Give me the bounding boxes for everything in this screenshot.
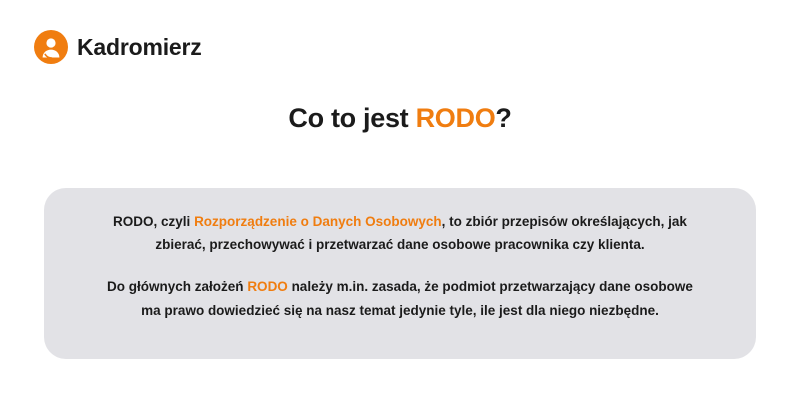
- person-circle-logo-icon: [34, 30, 68, 64]
- paragraph-2-part-2: RODO: [247, 279, 288, 295]
- paragraph-1-part-3: , to zbiór przepisów określających, jak zbierać, przechowywać i przetwarzać dane osobowe pracownika czy klienta.: [155, 214, 687, 253]
- paragraph-2-part-1: Do głównych założeń: [107, 279, 248, 295]
- page-title-accent: RODO: [415, 103, 496, 133]
- paragraph-2-part-3: należy m.in. zasada, że podmiot przetwarzający dane osobowe ma prawo dowiedzieć się na nasz temat jedynie tyle, ile jest dla niego niezbędne.: [141, 279, 693, 318]
- brand-name: Kadromierz: [77, 33, 202, 60]
- paragraph-1-part-2: Rozporządzenie o Danych Osobowych: [194, 214, 442, 229]
- paragraph-1-part-1: RODO, czyli: [113, 214, 195, 229]
- page-title: [0, 103, 800, 134]
- paragraph-1: [96, 210, 704, 256]
- definition-card: [44, 188, 756, 359]
- page-title-after: ?: [495, 103, 512, 133]
- page-title-before: Co to jest: [288, 103, 416, 133]
- brand-logo: [34, 30, 202, 64]
- paragraph-2: [96, 275, 704, 321]
